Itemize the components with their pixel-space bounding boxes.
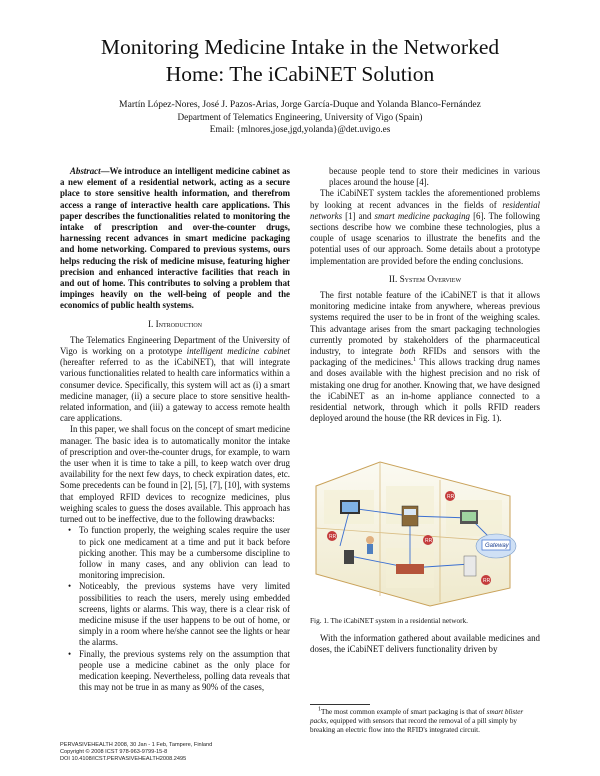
- right-column: [310, 166, 540, 424]
- page-footer: [60, 742, 212, 764]
- svg-text:RR: RR: [447, 494, 455, 500]
- copyright-line: Copyright © 2008 ICST 978-963-9799-15-8: [60, 749, 168, 756]
- overview-paragraph-2: With the information gathered about available medicines and doses, the iCabiNET delivers functionality driven by: [310, 633, 540, 655]
- svg-text:RR: RR: [329, 534, 337, 540]
- fridge-icon: [464, 556, 476, 576]
- gateway-label: Gateway: [485, 543, 509, 549]
- overview-paragraph-2-block: [310, 633, 540, 655]
- intro-paragraph-2: In this paper, we shall focus on the concept of smart medicine manager. The basic idea is to automatically monitor the intake of prescription and over-the-counter drugs, for example, to warn the user when it is time to take a pill, to keep watch over drug availability for the next few days, to check expiration dates, etc. Some precedents can be found in [2], [5], [7], [10], with systems that employed RFID devices to recognize medicines, plus weighing scales to guess the doses available. This approach has turned out to be ineffective, due to the following drawbacks:: [60, 424, 290, 525]
- email: Email: {mlnores,jose,jgd,yolanda}@det.uvigo.es: [209, 123, 391, 134]
- title-line-1: Monitoring Medicine Intake in the Networked: [100, 35, 500, 59]
- phone-icon: [344, 550, 354, 564]
- paper-title: [0, 34, 600, 88]
- affiliation: [0, 112, 600, 135]
- svg-text:RR: RR: [425, 538, 433, 544]
- figure-caption: Fig. 1. The iCabiNET system in a residential network.: [310, 616, 469, 625]
- intro-paragraph-3: The iCabiNET system tackles the aforementioned problems by looking at recent advances in the fields of residential networks [1] and smart medicine packaging [6]. The following sections describe how we combine these technologies, plus a couple of usage scenarios to illustrate the benefits and the potential uses of our approach. Some details about a prototype implementation are provided before the ending conclusions.: [310, 188, 540, 266]
- section-1-heading: I. Introduction: [147, 318, 203, 329]
- doi-line: DOI 10.4108/ICST.PERVASIVEHEALTH2008.2495: [60, 756, 187, 763]
- drawbacks-list: [60, 525, 290, 693]
- list-item: • Finally, the previous systems rely on the assumption that people use a medicine cabinet as the only place for medication keeping. Nevertheless, polling data reveals that this may not be true in as many as 90% of the cases,: [79, 649, 290, 694]
- bullet-continuation: because people tend to store their medicines in various places around the house [4].: [329, 166, 540, 188]
- section-2-heading: II. System Overview: [388, 273, 462, 284]
- svg-text:RR: RR: [483, 578, 491, 584]
- title-line-2: Home: The iCabiNET Solution: [165, 62, 435, 86]
- sofa-icon: [396, 564, 424, 574]
- list-item: • To function properly, the weighing scales require the user to pick one medicament at a time and put it back before picking another. This may be a cumbersome discipline to follow in many cases, and any oblivion can lead to monitoring imprecision.: [79, 525, 290, 581]
- list-item: • Noticeably, the previous systems have very limited possibilities to reach the users, merely using embedded screens, lights or alarms. This way, there is a clear risk of medicine misuse if the user happens to be out of home, or simply in a room where he/she cannot see the lights or hear the alarms.: [79, 581, 290, 648]
- conference-line: PERVASIVEHEALTH 2008, 30 Jan - 1 Feb, Tampere, Finland: [60, 742, 213, 748]
- footnote-rule: [310, 704, 370, 705]
- abstract-text: —We introduce an intelligent medicine cabinet as a new element of a residential network, acting as a secure place to store sensitive health information, and therefrom access a range of interactive health care applications. This paper describes the functionalities related to monitoring the intake of prescription and over-the-counter drugs, harnessing recent advances in smart medicine packaging and home networking. Compared to previous systems, ours helps reducing the risk of medicine misuse, featuring higher precision and enhanced interactive facilities that reach in and out of home. This contributes to solving a problem that impinges heavily on the well-being of people and the economics of public health systems.: [60, 166, 290, 311]
- abstract: [60, 166, 290, 312]
- authors: Martín López-Nores, José J. Pazos-Arias, Jorge García-Duque and Yolanda Blanco-Fernández: [119, 99, 481, 110]
- residential-network-diagram: [310, 456, 520, 608]
- left-column: [60, 166, 290, 693]
- footnote: $^1$The most common example of smart packaging is that of smart blister packs, equipped with sensors that record the removal of a pill simply by breaking an electric flow into the RFID's integrated circuit.: [310, 706, 524, 734]
- overview-paragraph-1: The first notable feature of the iCabiNET is that it allows monitoring medicine intake from anywhere, whereas previous systems required the user to be in front of the weighing scales. This advantage arises from the smart packaging technologies currently promoted by stakeholders of the pharmaceutical industry, to integrate both RFIDs and sensors with the packaging of the medicines.$^1$ This allows tracking drug names and doses available with the highest precision and no risk of mistaking one drug for another. Knowing that, we have designed the iCabiNET as an in-home appliance connected to a residential network, through which it polls RFID readers deployed around the house (the RR devices in Fig. 1).: [310, 290, 540, 424]
- intro-paragraph-1: The Telematics Engineering Department of the University of Vigo is working on a prototype intelligent medicine cabinet (hereafter referred to as the iCabiNET), that will integrate various functionalities related to health care informatics within a consumer device. Specifically, this system will act as (i) a smart medicine manager, (ii) a secure place to store sensitive health-related information, and (iii) a gateway to access remote health care applications.: [60, 334, 290, 424]
- person-icon: [366, 536, 374, 544]
- department: Department of Telematics Engineering, University of Vigo (Spain): [177, 112, 423, 122]
- abstract-label: Abstract: [70, 166, 101, 176]
- figure-1: [310, 456, 520, 608]
